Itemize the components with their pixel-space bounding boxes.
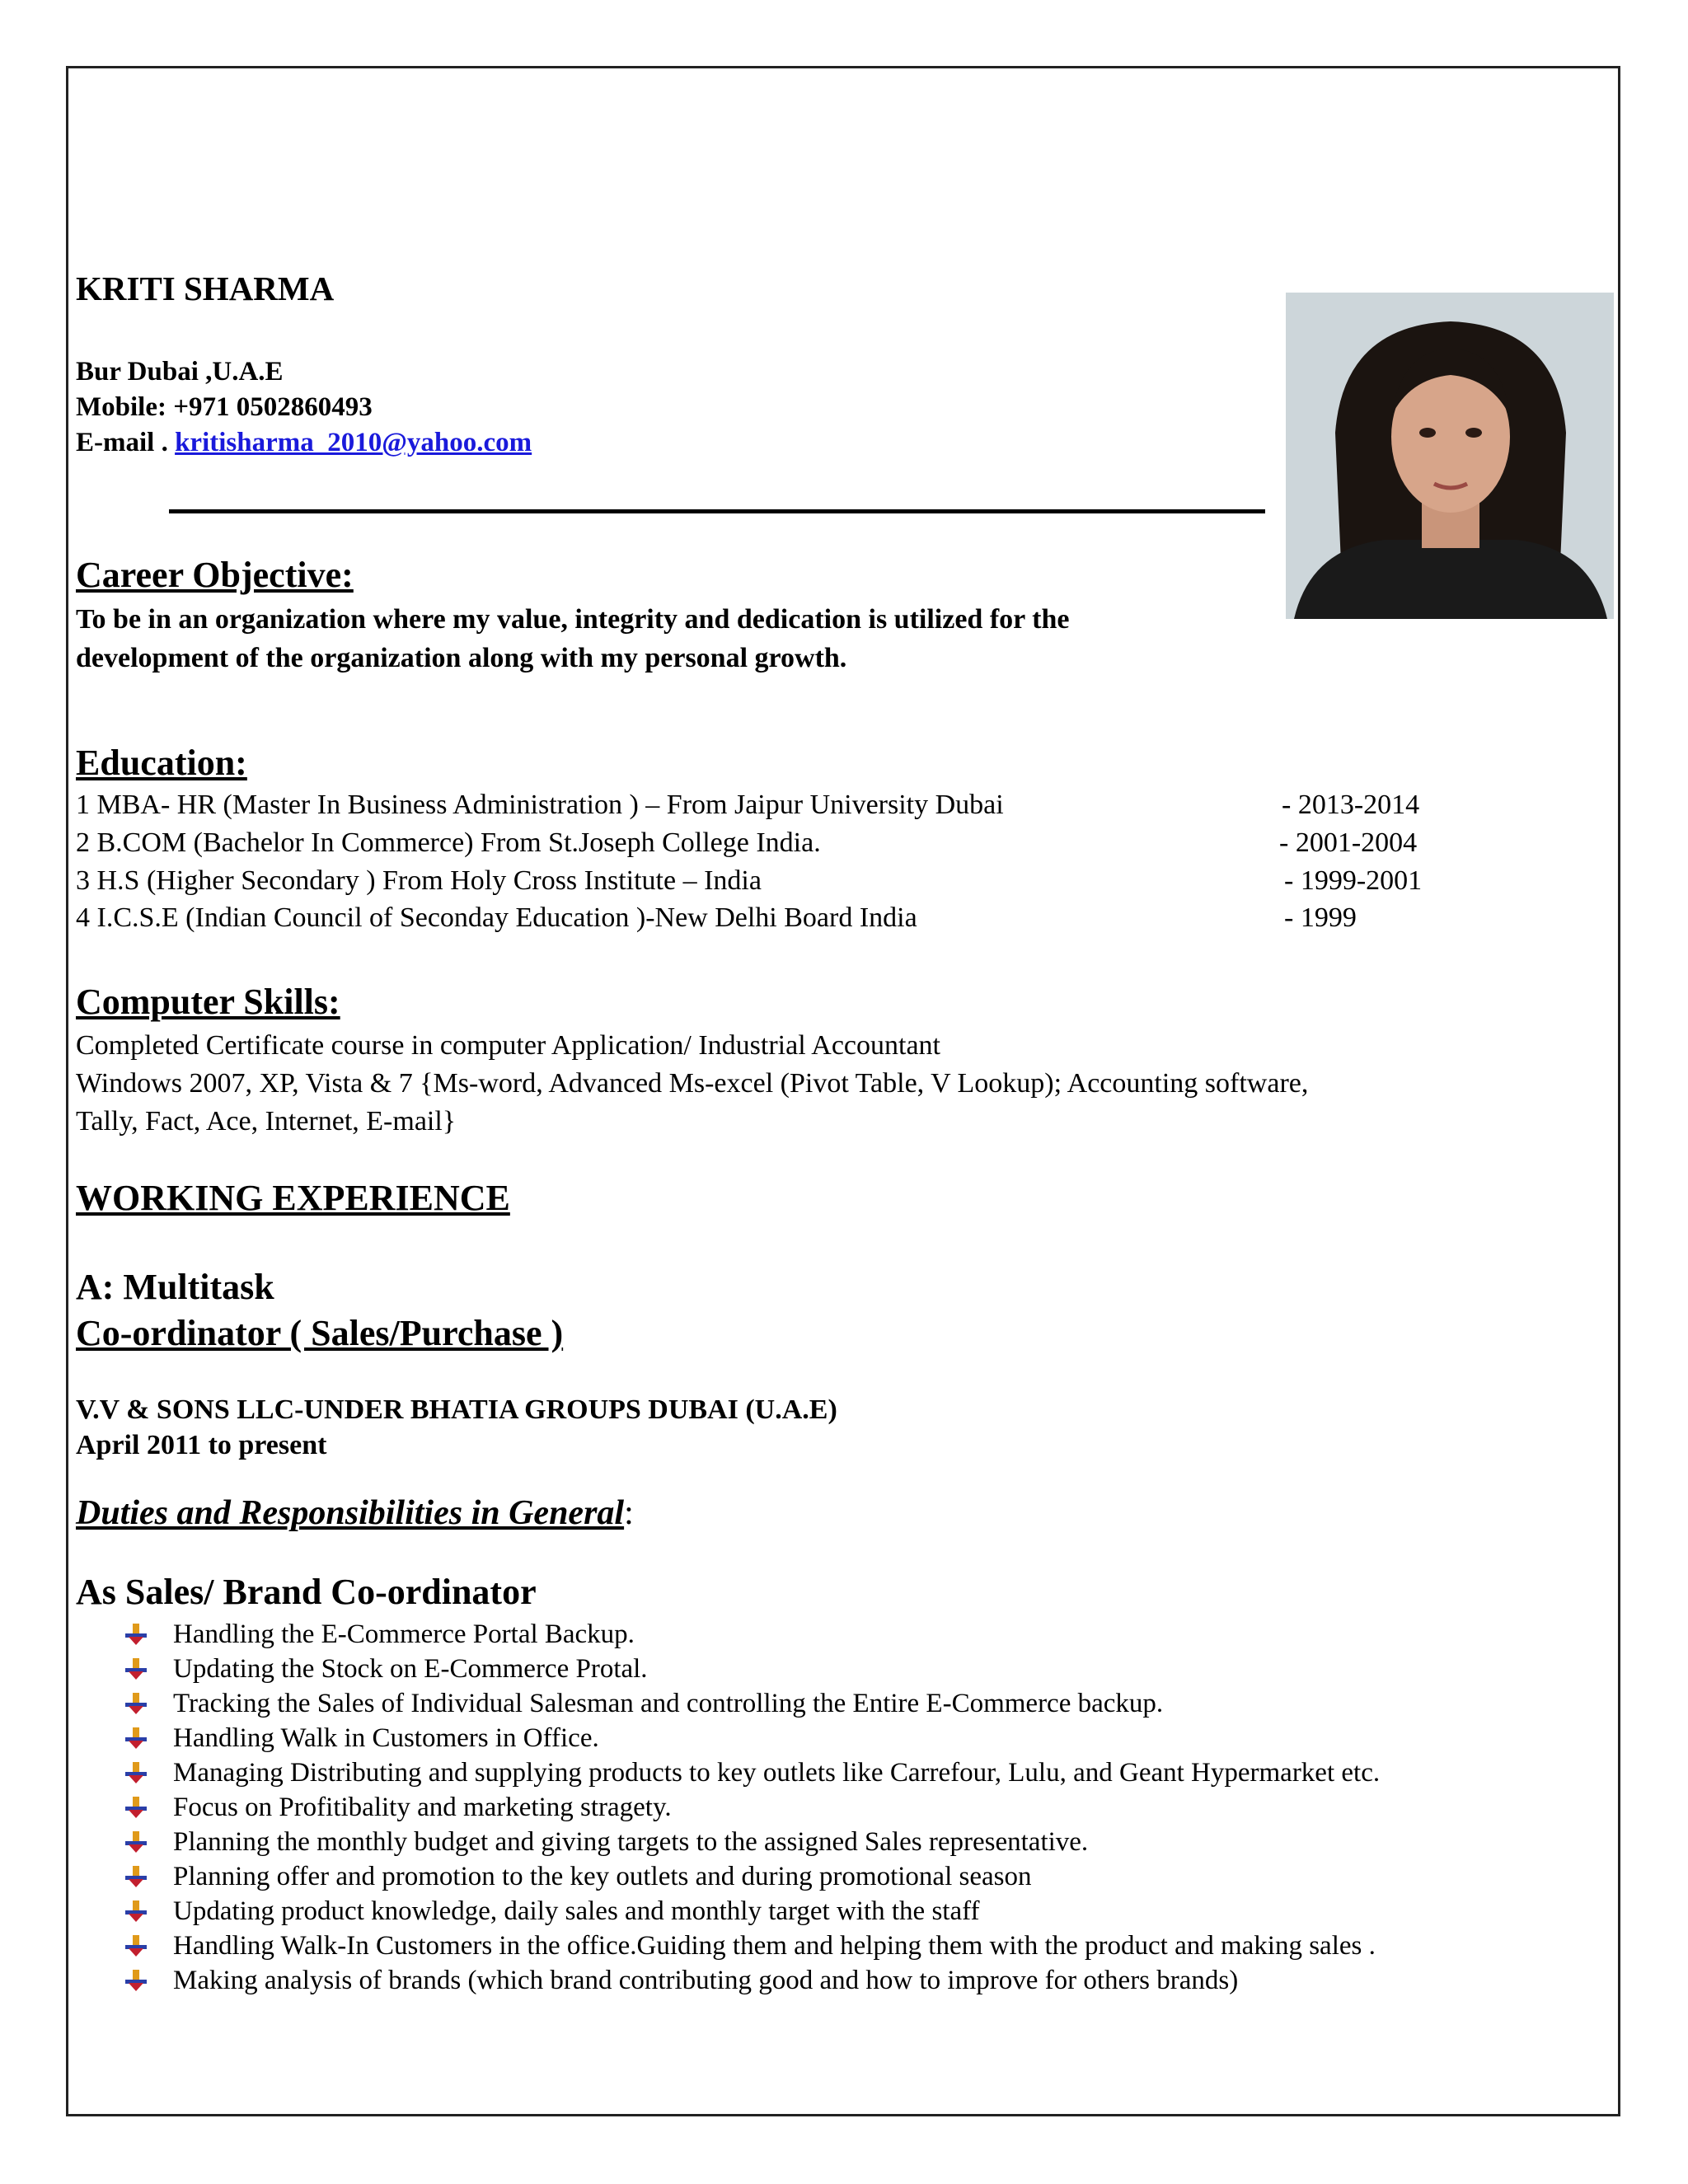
list-item bbox=[124, 1929, 1380, 1963]
email-label: E-mail . bbox=[76, 428, 176, 457]
career-objective-heading: Career Objective: bbox=[76, 555, 354, 595]
list-item bbox=[124, 1617, 1380, 1652]
computer-skills-line-2: Windows 2007, XP, Vista & 7 {Ms-word, Advanced Ms-excel (Pivot Table, V Lookup); Accounting software, bbox=[76, 1068, 1309, 1099]
education-heading: Education: bbox=[76, 743, 247, 783]
working-experience-heading: WORKING EXPERIENCE bbox=[76, 1178, 510, 1218]
list-item bbox=[124, 1825, 1380, 1859]
career-objective-line-2: development of the organization along with my personal growth. bbox=[76, 643, 847, 673]
duties-colon: : bbox=[624, 1494, 634, 1532]
education-item-4: 4 I.C.S.E (Indian Council of Seconday Education )-New Delhi Board India bbox=[76, 902, 917, 933]
bullet-text: Handling Walk-In Customers in the office.Guiding them and helping them with the product and making sales . bbox=[173, 1931, 1376, 1961]
list-item bbox=[124, 1790, 1380, 1825]
arrow-down-bullet-icon bbox=[124, 1864, 148, 1889]
bullet-text: Focus on Profitibality and marketing stragety. bbox=[173, 1793, 672, 1822]
list-item bbox=[124, 1894, 1380, 1929]
profile-photo bbox=[1286, 293, 1614, 619]
arrow-down-bullet-icon bbox=[124, 1726, 148, 1750]
arrow-down-bullet-icon bbox=[124, 1830, 148, 1854]
education-year-1: - 2013-2014 bbox=[1282, 790, 1420, 820]
arrow-down-bullet-icon bbox=[124, 1968, 148, 1993]
arrow-down-bullet-icon bbox=[124, 1760, 148, 1785]
bullet-text: Planning offer and promotion to the key outlets and during promotional season bbox=[173, 1862, 1032, 1891]
duties-heading: Duties and Responsibilities in General bbox=[76, 1494, 625, 1532]
list-item bbox=[124, 1686, 1380, 1721]
role-line-1: A: Multitask bbox=[76, 1267, 274, 1307]
arrow-down-bullet-icon bbox=[124, 1657, 148, 1681]
bullet-text: Updating product knowledge, daily sales and monthly target with the staff bbox=[173, 1896, 980, 1926]
education-item-1: 1 MBA- HR (Master In Business Administration ) – From Jaipur University Dubai bbox=[76, 790, 1004, 820]
education-year-2: - 2001-2004 bbox=[1279, 827, 1418, 858]
bullet-text: Planning the monthly budget and giving targets to the assigned Sales representative. bbox=[173, 1827, 1089, 1857]
bullet-text: Handling Walk in Customers in Office. bbox=[173, 1723, 599, 1753]
computer-skills-heading: Computer Skills: bbox=[76, 982, 340, 1022]
arrow-down-bullet-icon bbox=[124, 1899, 148, 1924]
bullet-text: Managing Distributing and supplying products to key outlets like Carrefour, Lulu, and Geant Hypermarket etc. bbox=[173, 1758, 1381, 1788]
arrow-down-bullet-icon bbox=[124, 1622, 148, 1647]
company-name: V.V & SONS LLC-UNDER BHATIA GROUPS DUBAI (U.A.E) bbox=[76, 1394, 837, 1425]
duties-heading-line bbox=[76, 1493, 634, 1533]
email-line bbox=[76, 428, 532, 458]
mobile: Mobile: +971 0502860493 bbox=[76, 392, 373, 422]
education-year-3: - 1999-2001 bbox=[1284, 865, 1423, 896]
computer-skills-line-1: Completed Certificate course in computer Application/ Industrial Accountant bbox=[76, 1030, 940, 1061]
arrow-down-bullet-icon bbox=[124, 1795, 148, 1820]
list-item bbox=[124, 1755, 1380, 1790]
education-year-4: - 1999 bbox=[1284, 902, 1357, 933]
employment-period: April 2011 to present bbox=[76, 1430, 327, 1460]
candidate-name: KRITI SHARMA bbox=[76, 269, 335, 307]
list-item bbox=[124, 1859, 1380, 1894]
list-item bbox=[124, 1652, 1380, 1686]
arrow-down-bullet-icon bbox=[124, 1933, 148, 1958]
bullet-text: Handling the E-Commerce Portal Backup. bbox=[173, 1619, 635, 1649]
email-link[interactable]: kritisharma_2010@yahoo.com bbox=[175, 428, 532, 457]
career-objective-line-1: To be in an organization where my value, integrity and dedication is utilized for the bbox=[76, 604, 1070, 635]
education-item-3: 3 H.S (Higher Secondary ) From Holy Cross Institute – India bbox=[76, 865, 762, 896]
address: Bur Dubai ,U.A.E bbox=[76, 357, 284, 387]
bullet-text: Making analysis of brands (which brand contributing good and how to improve for others brands) bbox=[173, 1966, 1239, 1995]
computer-skills-line-3: Tally, Fact, Ace, Internet, E-mail} bbox=[76, 1106, 457, 1137]
sales-brand-subheading: As Sales/ Brand Co-ordinator bbox=[76, 1572, 537, 1612]
duties-list bbox=[124, 1617, 1380, 1998]
role-line-2: Co-ordinator ( Sales/Purchase ) bbox=[76, 1313, 564, 1353]
list-item bbox=[124, 1721, 1380, 1755]
bullet-text: Tracking the Sales of Individual Salesman and controlling the Entire E-Commerce backup. bbox=[173, 1689, 1164, 1718]
education-item-2: 2 B.COM (Bachelor In Commerce) From St.Joseph College India. bbox=[76, 827, 821, 858]
list-item bbox=[124, 1963, 1380, 1998]
bullet-text: Updating the Stock on E-Commerce Protal. bbox=[173, 1654, 648, 1684]
arrow-down-bullet-icon bbox=[124, 1691, 148, 1716]
header-divider bbox=[169, 509, 1265, 513]
